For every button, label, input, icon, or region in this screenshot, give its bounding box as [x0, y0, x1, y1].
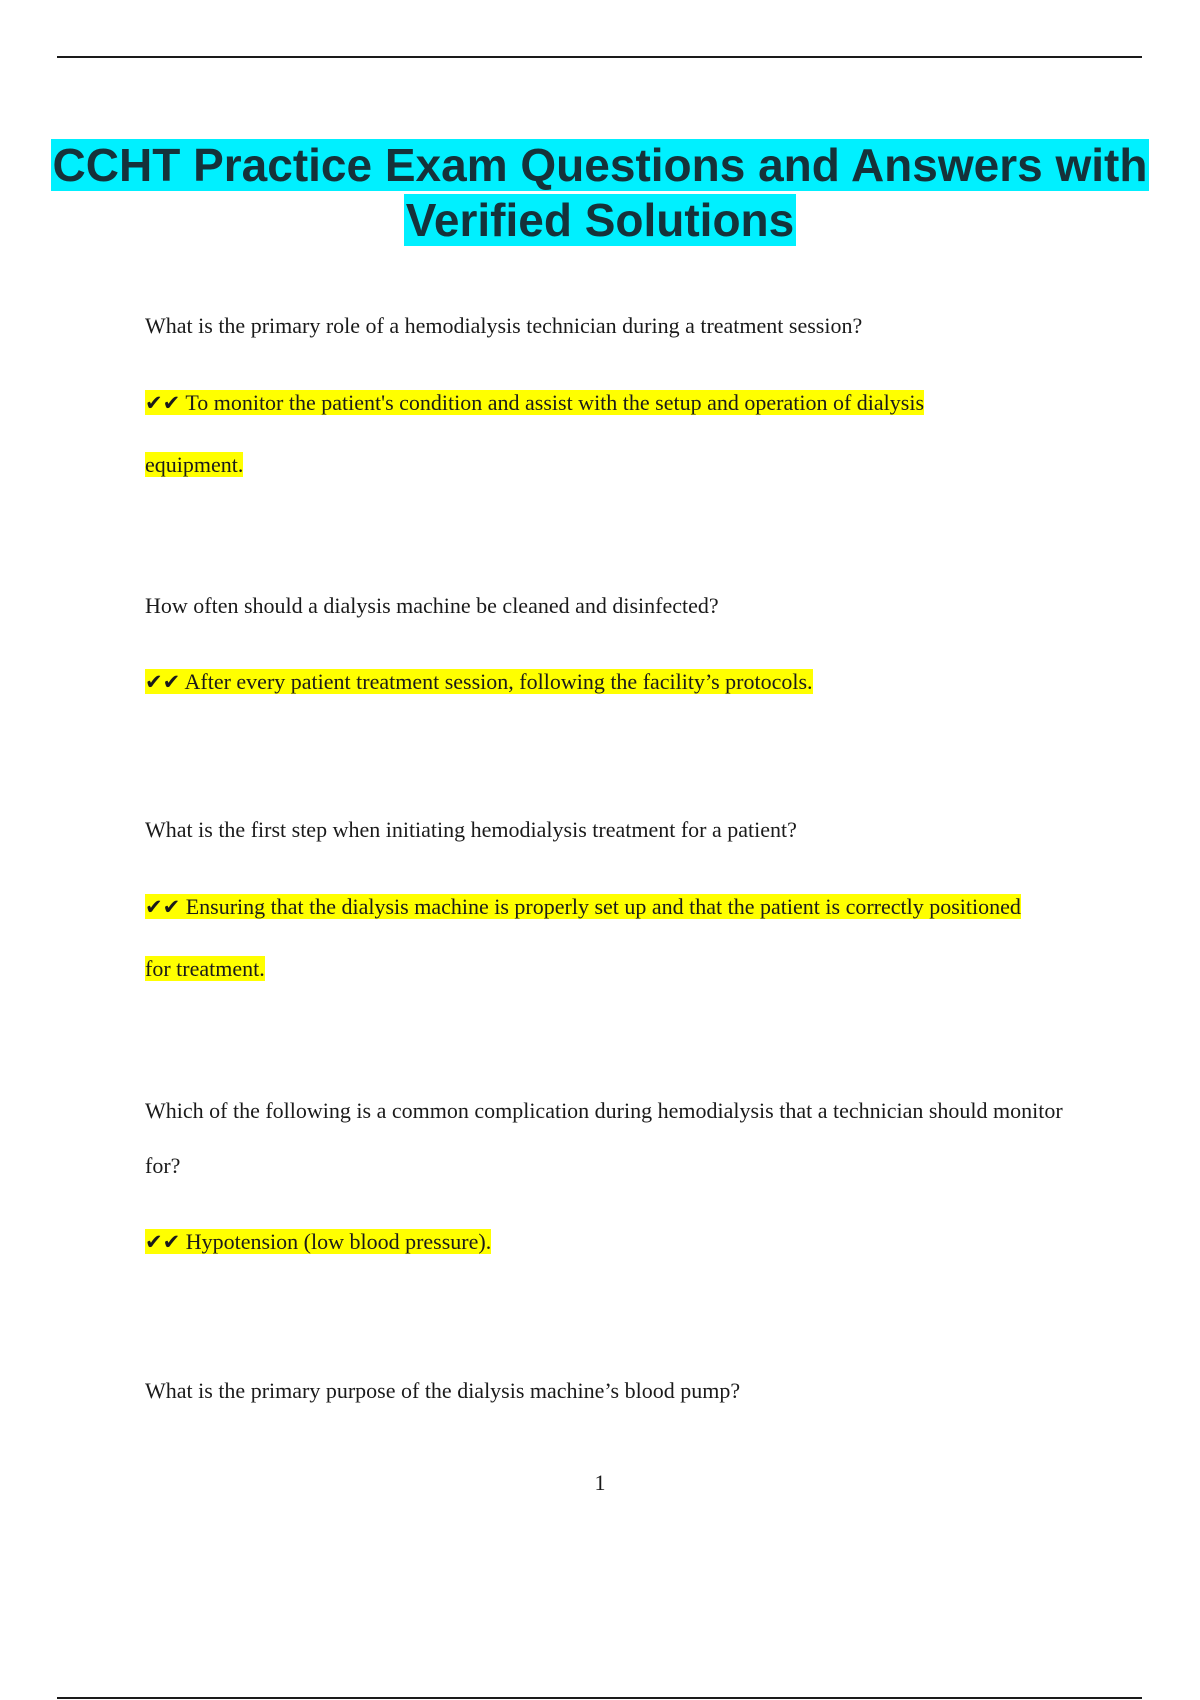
page-number: 1 — [594, 1470, 606, 1495]
answer-highlight — [145, 669, 813, 694]
bottom-rule — [57, 1697, 1142, 1699]
top-rule — [57, 56, 1142, 58]
document-title — [0, 138, 1200, 248]
title-block — [0, 138, 1200, 248]
question-3: What is the first step when initiating hemodialysis treatment for a patient? — [145, 817, 797, 842]
question-5: What is the primary purpose of the dialysis machine’s blood pump? — [145, 1378, 741, 1403]
answer-2 — [145, 651, 1025, 713]
double-check-icon: ✔✔ — [145, 895, 181, 919]
question-4: Which of the following is a common complication during hemodialysis that a technician should monitor for? — [145, 1098, 1063, 1178]
answer-highlight — [145, 1229, 491, 1254]
answer-3-text: Ensuring that the dialysis machine is properly set up and that the patient is correctly positioned for treatment. — [145, 894, 1021, 981]
document-title-text: CCHT Practice Exam Questions and Answers with Verified Solutions — [52, 139, 1148, 246]
question-1: What is the primary role of a hemodialysis technician during a treatment session? — [145, 313, 863, 338]
answer-2-text: After every patient treatment session, following the facility’s protocols. — [184, 669, 813, 694]
double-check-icon: ✔✔ — [145, 391, 181, 415]
answer-highlight — [145, 894, 1021, 981]
answer-4-text: Hypotension (low blood pressure). — [185, 1229, 492, 1254]
answer-3 — [145, 876, 1025, 999]
answer-1-text: To monitor the patient's condition and assist with the setup and operation of dialysis equipment. — [145, 390, 925, 477]
question-2: How often should a dialysis machine be cleaned and disinfected? — [145, 593, 719, 618]
answer-1 — [145, 372, 1025, 495]
double-check-icon: ✔✔ — [145, 1230, 181, 1254]
answer-highlight — [145, 390, 924, 477]
answer-4 — [145, 1211, 1025, 1273]
double-check-icon: ✔✔ — [145, 670, 181, 694]
